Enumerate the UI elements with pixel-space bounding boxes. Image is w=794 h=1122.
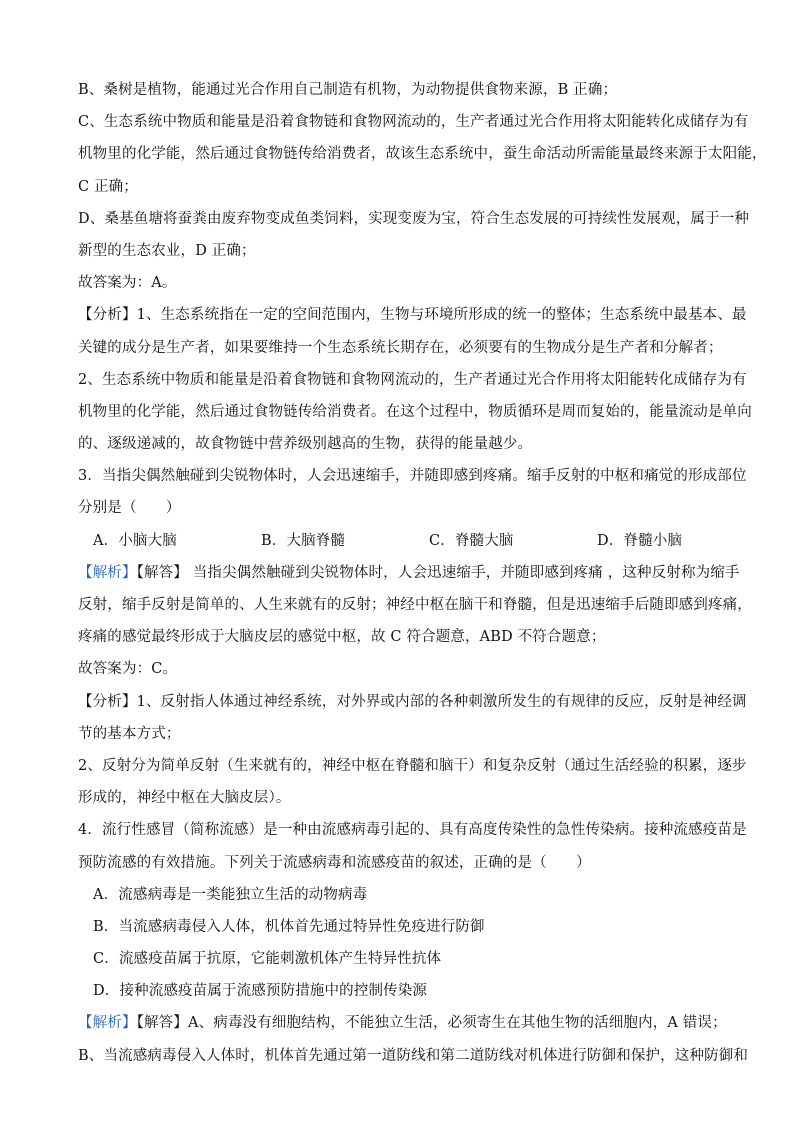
text-line: 机物里的化学能，然后通过食物链传给消费者，故该生态系统中，蚕生命活动所需能量最终来源于太阳能， [78, 146, 767, 163]
option-b: B．当流感病毒侵入人体，机体首先通过特异性免疫进行防御 [93, 918, 485, 935]
text-line: B、桑树是植物，能通过光合作用自己制造有机物，为动物提供食物来源，B 正确； [78, 82, 618, 98]
analysis-line: 节的基本方式； [78, 725, 181, 742]
text-line: C、生态系统中物质和能量是沿着食物链和食物网流动的，生产者通过光合作用将太阳能转化成储存为有 [78, 114, 749, 131]
analysis-line: 关键的成分是生产者，如果要维持一个生态系统长期存在，必须要有的生物成分是生产者和分解者； [78, 339, 723, 356]
option-d: D．脊髓小脑 [597, 532, 683, 549]
option-c: C．流感疫苗属于抗原，它能刺激机体产生特异性抗体 [93, 951, 442, 968]
question-4-stem: 4．流行性感冒（简称流感）是一种由流感病毒引起的、具有高度传染性的急性传染病。接种流感疫苗是 [78, 822, 747, 839]
analysis-line: 机物里的化学能，然后通过食物链传给消费者。在这个过程中，物质循环是周而复始的，能量流动是单向 [78, 403, 752, 420]
text-line: C 正确； [78, 178, 138, 195]
answer-text: A、病毒没有细胞结构，不能独立生活，必须寄生在其他生物的活细胞内，A 错误； [187, 1015, 727, 1032]
solution-tag: 【解答】 [136, 1015, 188, 1032]
analysis-line: 2、反射分为简单反射（生来就有的，神经中枢在脊髓和脑干）和复杂反射（通过生活经验的积累，逐步 [78, 757, 747, 774]
option-b: B．大脑脊髓 [261, 532, 346, 549]
option-c: C．脊髓大脑 [429, 532, 514, 549]
document-page [78, 80, 767, 1078]
answer-text: 当指尖偶然触碰到尖锐物体时，人会迅速缩手，并随即感到疼痛 ，这种反射称为缩手 [192, 564, 740, 581]
text-line: D、桑基鱼塘将蚕粪由废弃物变成鱼类饲料，实现变废为宝，符合生态发展的可持续性发展观，属于一种 [78, 210, 750, 227]
question-3-answer [78, 563, 740, 583]
analysis-line: 【分析】1、生态系统指在一定的空间范围内，生物与环境所形成的统一的整体；生态系统中最基本、最 [78, 307, 747, 324]
solution-tag: 【解答】 [136, 564, 188, 581]
answer-line: 故答案为：A。 [78, 275, 177, 292]
question-4-answer [78, 1013, 728, 1033]
analysis-line: 的、逐级递减的，故食物链中营养级别越高的生物，获得的能量越少。 [78, 436, 533, 453]
option-a: A．小脑大脑 [93, 532, 177, 549]
answer-line: 故答案为：C。 [78, 661, 178, 678]
option-d: D．接种流感疫苗属于流感预防措施中的控制传染源 [93, 983, 428, 1000]
answer-line: 疼痛的感觉最终形成于大脑皮层的感觉中枢，故 C 符合题意，ABD 不符合题意； [78, 629, 606, 646]
text-line: 新型的生态农业，D 正确； [78, 242, 256, 259]
question-3-stem: 分别是（ ） [78, 500, 181, 517]
question-4-stem: 预防流感的有效措施。下列关于流感病毒和流感疫苗的叙述，正确的是（ ） [78, 854, 591, 871]
answer-line: B、当流感病毒侵入人体时，机体首先通过第一道防线和第二道防线对机体进行防御和保护，这种防御和 [78, 1047, 749, 1064]
analysis-tag: 【解析】 [78, 1015, 137, 1032]
analysis-line: 形成的，神经中枢在大脑皮层）。 [78, 790, 291, 807]
analysis-tag: 【解析】 [78, 564, 137, 581]
option-a: A．流感病毒是一类能独立生活的动物病毒 [93, 886, 368, 903]
answer-line: 反射，缩手反射是简单的、人生来就有的反射；神经中枢在脑干和脊髓，但是迅速缩手后随即感到疼痛， [78, 597, 752, 613]
analysis-line: 2、生态系统中物质和能量是沿着食物链和食物网流动的，生产者通过光合作用将太阳能转化成储存为有 [78, 371, 747, 388]
analysis-line: 【分析】1、反射指人体通过神经系统，对外界或内部的各种刺激所发生的有规律的反应，反射是神经调 [78, 693, 747, 710]
question-3-stem: 3．当指尖偶然触碰到尖锐物体时，人会迅速缩手，并随即感到疼痛。缩手反射的中枢和痛觉的形成部位 [78, 468, 747, 485]
question-3-options [78, 531, 728, 551]
